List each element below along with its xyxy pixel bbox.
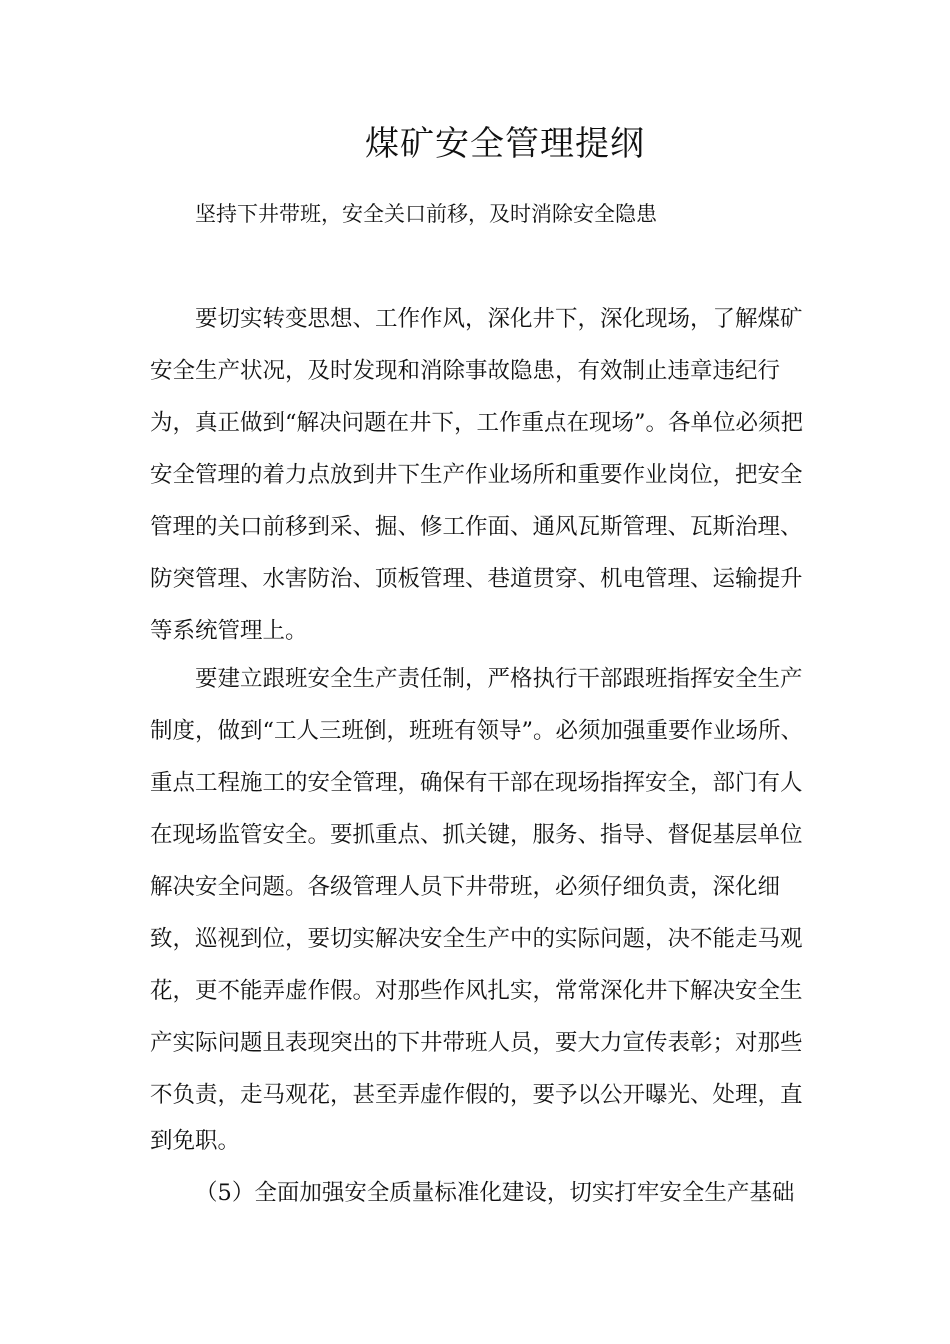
paragraph-1-line-2: 安全生产状况，及时发现和消除事故隐患，有效制止违章违纪行 <box>150 358 781 384</box>
paragraph-1-line-5: 管理的关口前移到采、掘、修工作面、通风瓦斯管理、瓦斯治理、 <box>150 514 803 540</box>
section-heading-5: （5）全面加强安全质量标准化建设，切实打牢安全生产基础 <box>195 1180 795 1206</box>
paragraph-2-line-10: 到免职。 <box>150 1128 241 1154</box>
paragraph-2-line-8: 产实际问题且表现突出的下井带班人员，要大力宣传表彰；对那些 <box>150 1030 803 1056</box>
paragraph-2-line-6: 致，巡视到位，要切实解决安全生产中的实际问题，决不能走马观 <box>150 926 803 952</box>
paragraph-1-line-1: 要切实转变思想、工作作风，深化井下，深化现场，了解煤矿 <box>195 306 803 332</box>
paragraph-2-line-7: 花，更不能弄虚作假。对那些作风扎实，常常深化井下解决安全生 <box>150 978 803 1004</box>
paragraph-2-line-1: 要建立跟班安全生产责任制，严格执行干部跟班指挥安全生产 <box>195 666 803 692</box>
paragraph-2-line-5: 解决安全问题。各级管理人员下井带班，必须仔细负责，深化细 <box>150 874 781 900</box>
paragraph-2-line-4: 在现场监管安全。要抓重点、抓关键，服务、指导、督促基层单位 <box>150 822 803 848</box>
paragraph-1-line-7: 等系统管理上。 <box>150 618 308 644</box>
paragraph-2-line-2: 制度，做到“工人三班倒，班班有领导”。必须加强重要作业场所、 <box>150 718 804 744</box>
paragraph-1-line-4: 安全管理的着力点放到井下生产作业场所和重要作业岗位，把安全 <box>150 462 803 488</box>
document-title: 煤矿安全管理提纲 <box>365 124 645 164</box>
paragraph-2-line-9: 不负责，走马观花，甚至弄虚作假的，要予以公开曝光、处理，直 <box>150 1082 803 1108</box>
paragraph-1-line-3: 为，真正做到“解决问题在井下，工作重点在现场”。各单位必须把 <box>150 410 804 436</box>
paragraph-2-line-3: 重点工程施工的安全管理，确保有干部在现场指挥安全，部门有人 <box>150 770 803 796</box>
document-subtitle: 坚持下井带班，安全关口前移，及时消除安全隐患 <box>195 202 657 226</box>
paragraph-1-line-6: 防突管理、水害防治、顶板管理、巷道贯穿、机电管理、运输提升 <box>150 566 803 592</box>
